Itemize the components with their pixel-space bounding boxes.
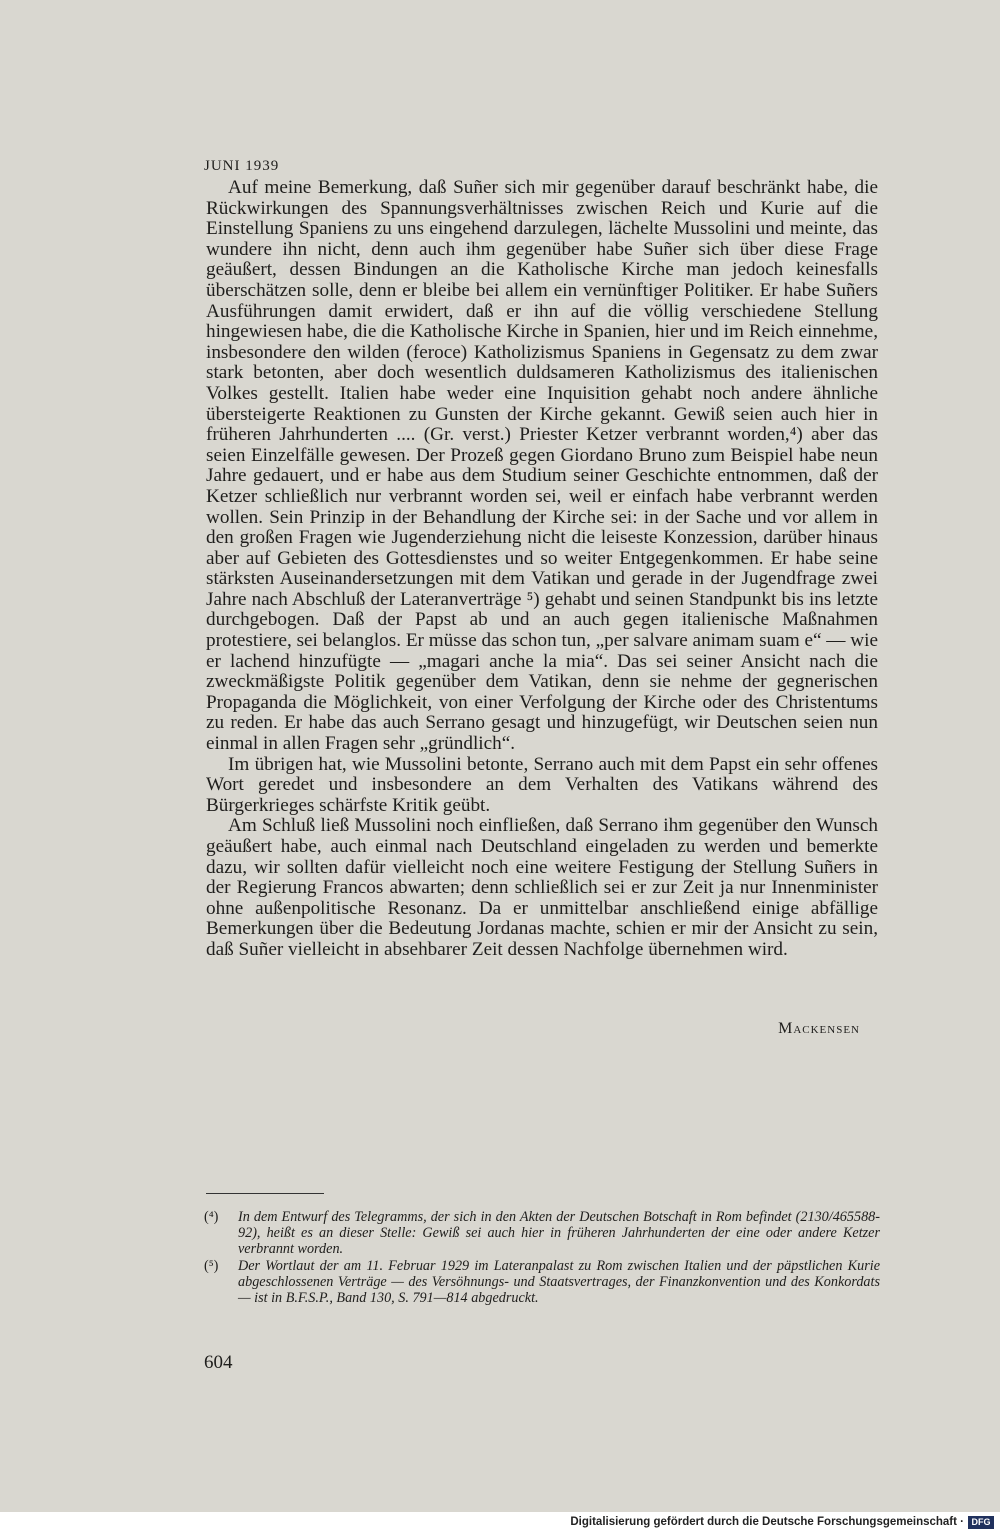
paragraph-2: Im übrigen hat, wie Mussolini betonte, Serrano auch mit dem Papst ein sehr offenes Wort geredet und insbesondere an dem Verhalten des Vatikans während des Bürgerkrieges schärfste Kritik geübt. — [206, 753, 878, 816]
body-text — [206, 178, 878, 961]
digitization-credit-bar — [0, 1512, 1000, 1532]
footnote-number: (⁵) — [204, 1258, 219, 1275]
dfg-logo-icon: DFG — [968, 1516, 994, 1529]
page-number: 604 — [204, 1352, 233, 1373]
footnotes — [204, 1210, 880, 1309]
footnote-text: Der Wortlaut der am 11. Februar 1929 im Lateranpalast zu Rom zwischen Italien und der päpstlichen Kurie abgeschlossenen Verträge — des Versöhnungs- und Staatsvertrages, der Finanzkonvention und des Konkordats — ist in B.F.S.P., Band 130, S. 791—814 abgedruckt. — [238, 1258, 880, 1306]
paragraph-3: Am Schluß ließ Mussolini noch einfließen, daß Serrano ihm gegenüber den Wunsch geäußert habe, auch einmal nach Deutschland eingeladen zu werden und bemerkte dazu, wir sollten dafür vielleicht noch eine weitere Festigung der Stellung Suñers in der Regierung Francos abwarten; denn schließlich sei er zur Zeit ja nur Innenminister ohne außenpolitische Resonanz. Da er unmittelbar anschließend einige abfällige Bemerkungen über die Bedeutung Jordanas machte, schien er mir der Ansicht zu sein, daß Suñer vielleicht in absehbarer Zeit dessen Nachfolge übernehmen wird. — [206, 815, 878, 960]
footnote-divider — [206, 1193, 324, 1194]
footnote-text: In dem Entwurf des Telegramms, der sich in den Akten der Deutschen Botschaft in Rom befindet (2130/465588-92), heißt es an dieser Stelle: Gewiß sei auch hier in früheren Jahrhunderten der eine oder andere Ketzer verbrannt worden. — [238, 1209, 880, 1257]
signature: Mackensen — [778, 1020, 860, 1037]
footnote-number: (⁴) — [204, 1209, 219, 1225]
running-head: JUNI 1939 — [204, 158, 280, 174]
paragraph-1: Auf meine Bemerkung, daß Suñer sich mir gegenüber darauf beschränkt habe, die Rückwirkungen des Spannungsverhältnisses zwischen Reich und Kurie auf die Einstellung Spaniens zu uns eingehend darzulegen, lächelte Mussolini und meinte, das wundere ihn nicht, denn auch ihm gegenüber habe Suñer sich über diese Frage geäußert, dessen Bindungen an die Katholische Kirche man jedoch keinesfalls überschätzen solle, denn er bleibe bei allem ein vernünftiger Politiker. Er habe Suñers Ausführungen damit erwidert, daß er ihn auf die völlig verschiedene Stellung hingewiesen habe, die die Katholische Kirche in Spanien, hier und im Reich einnehme, insbesondere den wilden (feroce) Katholizismus Spaniens in Gegensatz zu dem zwar stark betonten, aber doch wesentlich duldsameren Katholizismus des italienischen Volkes gestellt. Italien habe weder eine Inquisition gehabt noch andere ähnliche übersteigerte Reaktionen zu Gunsten der Kirche gekannt. Gewiß seien auch hier in früheren Jahrhunderten .... (Gr. verst.) Priester Ketzer verbrannt worden,⁴) aber das seien Einzelfälle gewesen. Der Prozeß gegen Giordano Bruno zum Beispiel habe neun Jahre gedauert, und er habe aus dem Studium seiner Geschichte entnommen, daß der Ketzer schließlich nur verbrannt worden sei, weil er einfach habe verbrannt werden wollen. Sein Prinzip in der Behandlung der Kirche sei: in der Sache und vor allem in den großen Fragen wie Jugenderziehung nicht die leiseste Konzession, darüber hinaus aber auf Gebieten des Gottesdienstes und so weiter Entgegenkommen. Er habe seine stärksten Auseinandersetzungen mit dem Vatikan und gerade in der Jugendfrage zwei Jahre nach Abschluß der Lateranverträge ⁵) gehabt und seinen Standpunkt bis ins letzte durchgebogen. Daß der Papst ab und an auch gegen italienische Maßnahmen protestiere, sei belanglos. Er müsse das schon tun, „per salvare animam suam e“ — wie er lachend hinzufügte — „magari anche la mia“. Das sei seiner Ansicht nach die zweckmäßigste Politik gegenüber dem Vatikan, denn sie nehme der gegnerischen Propaganda die Möglichkeit, von einer Verfolgung der Kirche oder des Christentums zu reden. Er habe das auch Serrano gesagt und hinzugefügt, wir Deutschen seien nun einmal in allen Fragen sehr „gründlich“. — [206, 177, 878, 755]
footnote-5 — [204, 1259, 880, 1306]
credit-text: Digitalisierung gefördert durch die Deutsche Forschungsgemeinschaft · — [570, 1516, 964, 1528]
footnote-4 — [204, 1210, 880, 1257]
